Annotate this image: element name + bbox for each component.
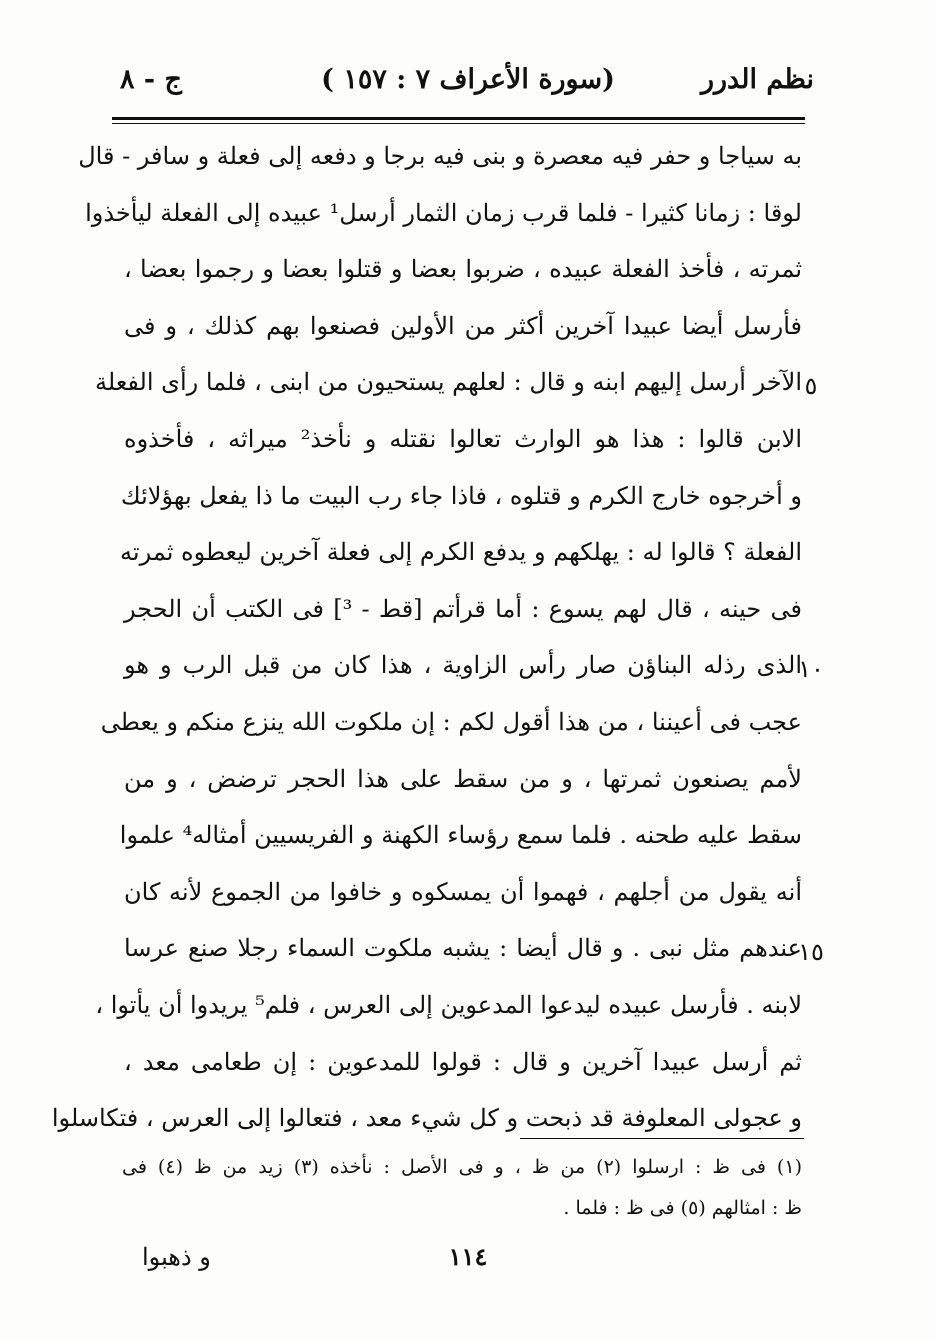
text-line: لابنه . فأرسل عبيده ليدعوا المدعوين إلى العرس ، فلم⁵ يريدوا أن يأتوا ، <box>95 991 802 1019</box>
text-line: سقط عليه طحنه . فلما سمع رؤساء الكهنة و الفريسيين أمثاله⁴ علموا <box>119 821 802 850</box>
running-head-book-title: نظم الدرر <box>700 64 814 95</box>
line-number: ٥ <box>804 372 818 401</box>
footnote-separator <box>520 1138 804 1139</box>
text-line: لوقا : زمانا كثيرا - فلما قرب زمان الثمار أرسل¹ عبيده إلى الفعلة ليأخذوا <box>85 198 802 227</box>
text-line: الذى رذله البناؤن صار رأس الزاوية ، هذا كان من قبل الرب و هو <box>124 651 802 680</box>
header-rule-thin <box>112 123 805 124</box>
text-line: به سياجا و حفر فيه معصرة و بنى فيه برجا و دفعه إلى فعلة و سافر - قال <box>78 142 802 170</box>
text-line: و أخرجوه خارج الكرم و قتلوه ، فاذا جاء رب البيت ما ذا يفعل بهؤلائك <box>120 481 802 510</box>
running-head-surah-reference: (سورة الأعراف ٧ : ١٥٧ ) <box>321 64 615 95</box>
line-number: ١٠ <box>798 655 824 684</box>
text-line: ثم أرسل عبيدا آخرين و قال : قولوا للمدعوين : إن طعامى معد ، <box>124 1047 802 1076</box>
text-line: الفعلة ؟ قالوا له : يهلكهم و يدفع الكرم إلى فعلة آخرين ليعطوه ثمرته <box>120 538 802 567</box>
running-head-volume: ج - ٨ <box>120 64 182 95</box>
text-line: الآخر أرسل إليهم ابنه و قال : لعلهم يستحيون من ابنى ، فلما رأى الفعلة <box>95 368 802 397</box>
catchword: و ذهبوا <box>142 1243 211 1271</box>
text-line: أنه يقول من أجلهم ، فهموا أن يمسكوه و خافوا من الجموع لأنه كان <box>124 877 802 906</box>
text-line: فأرسل أيضا عبيدا آخرين أكثر من الأولين فصنعوا بهم كذلك ، و فى <box>124 311 802 340</box>
page-number: ١١٤ <box>448 1242 488 1271</box>
text-line: الابن قالوا : هذا هو الوارث تعالوا نقتله و نأخذ² ميراثه ، فأخذوه <box>124 425 803 453</box>
header-rule-thick <box>112 117 805 120</box>
text-line: ثمرته ، فأخذ الفعلة عبيده ، ضربوا بعضا و قتلوا بعضا و رجموا بعضا ، <box>124 255 802 284</box>
text-line: فى حينه ، قال لهم يسوع : أما قرأتم [قط - ³] فى الكتب أن الحجر <box>124 594 802 623</box>
text-line: عجب فى أعيننا ، من هذا أقول لكم : إن ملكوت الله ينزع منكم و يعطى <box>100 708 802 736</box>
text-line: و عجولى المعلوفة قد ذبحت و كل شيء معد ، فتعالوا إلى العرس ، فتكاسلوا <box>51 1104 802 1133</box>
line-number: ١٥ <box>798 938 824 967</box>
footnote-line: (١) فى ظ : ارسلوا (٢) من ظ ، و فى الأصل : نأخذه (٣) زيد من ظ (٤) فى <box>122 1156 802 1178</box>
text-line: لأمم يصنعون ثمرتها ، و من سقط على هذا الحجر ترضض ، و من <box>124 764 802 793</box>
text-line: عندهم مثل نبى . و قال أيضا : يشبه ملكوت السماء رجلا صنع عرسا <box>124 934 802 963</box>
footnote-line: ظ : امثالهم (٥) فى ظ : فلما . <box>563 1197 802 1219</box>
